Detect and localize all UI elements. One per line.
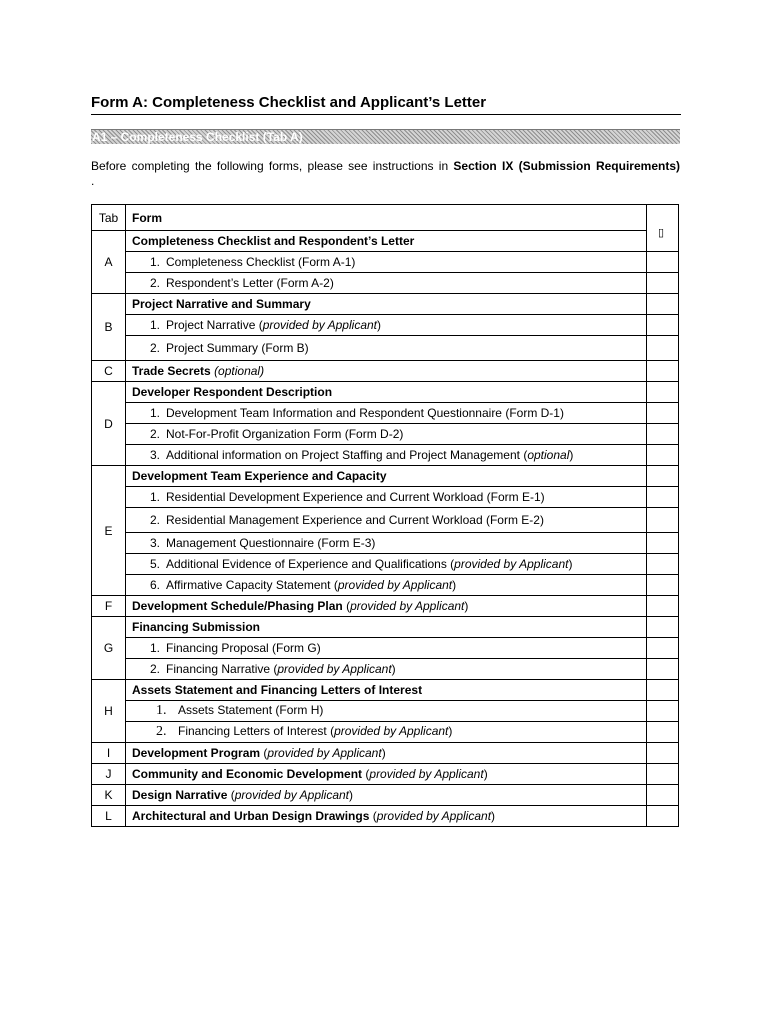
table-row <box>92 596 679 617</box>
tab-letter: C <box>92 361 126 382</box>
table-row <box>92 424 679 445</box>
check-cell[interactable] <box>647 273 679 294</box>
check-cell[interactable] <box>647 533 679 554</box>
check-cell[interactable] <box>647 743 679 764</box>
tab-letter: G <box>92 617 126 680</box>
category-label: Financing Submission <box>126 617 647 638</box>
table-row <box>92 638 679 659</box>
tab-letter: L <box>92 806 126 827</box>
page-title: Form A: Completeness Checklist and Applicant’s Letter <box>91 94 681 115</box>
check-cell[interactable] <box>647 315 679 336</box>
table-row <box>92 617 679 638</box>
category-label: Trade Secrets (optional) <box>126 361 647 382</box>
table-row <box>92 466 679 487</box>
form-item: 1. Residential Development Experience and Current Workload (Form E-1) <box>126 487 647 508</box>
form-item: 2. Financing Narrative (provided by Applicant) <box>126 659 647 680</box>
category-label: Community and Economic Development (provided by Applicant) <box>126 764 647 785</box>
form-item: 2. Not-For-Profit Organization Form (Form D-2) <box>126 424 647 445</box>
check-cell[interactable] <box>647 554 679 575</box>
table-row <box>92 785 679 806</box>
check-cell[interactable] <box>647 722 679 743</box>
table-row <box>92 252 679 273</box>
intro-line-1 <box>91 159 680 174</box>
tab-letter: H <box>92 680 126 743</box>
category-label: Development Schedule/Phasing Plan (provided by Applicant) <box>126 596 647 617</box>
form-item: 2. Financing Letters of Interest (provided by Applicant) <box>126 722 647 743</box>
tab-letter: F <box>92 596 126 617</box>
col-form-header: Form <box>126 205 647 231</box>
table-row <box>92 722 679 743</box>
form-item: 1. Development Team Information and Respondent Questionnaire (Form D-1) <box>126 403 647 424</box>
tab-letter: E <box>92 466 126 596</box>
check-header <box>647 205 679 252</box>
category-label: Development Program (provided by Applicant) <box>126 743 647 764</box>
form-item: 1. Assets Statement (Form H) <box>126 701 647 722</box>
check-cell[interactable] <box>647 487 679 508</box>
table-row <box>92 764 679 785</box>
tab-letter: D <box>92 382 126 466</box>
form-item: 2. Project Summary (Form B) <box>126 336 647 361</box>
check-cell[interactable] <box>647 680 679 701</box>
table-row <box>92 487 679 508</box>
form-item: 1. Completeness Checklist (Form A-1) <box>126 252 647 273</box>
table-row <box>92 361 679 382</box>
check-cell[interactable] <box>647 659 679 680</box>
table-row <box>92 743 679 764</box>
table-row <box>92 382 679 403</box>
checkbox-icon: ▯ <box>657 226 664 239</box>
table-row <box>92 315 679 336</box>
intro-bold: Section IX (Submission Requirements) <box>453 159 680 173</box>
table-row <box>92 231 679 252</box>
checklist-table <box>91 204 679 827</box>
table-row <box>92 445 679 466</box>
intro-before: Before completing the following forms, please see instructions in <box>91 159 449 173</box>
category-label: Assets Statement and Financing Letters of Interest <box>126 680 647 701</box>
category-label: Development Team Experience and Capacity <box>126 466 647 487</box>
category-label: Developer Respondent Description <box>126 382 647 403</box>
table-row <box>92 659 679 680</box>
form-item: 2. Residential Management Experience and Current Workload (Form E-2) <box>126 508 647 533</box>
tab-letter: I <box>92 743 126 764</box>
check-cell[interactable] <box>647 466 679 487</box>
category-label: Architectural and Urban Design Drawings (provided by Applicant) <box>126 806 647 827</box>
check-cell[interactable] <box>647 638 679 659</box>
check-cell[interactable] <box>647 403 679 424</box>
form-item: 5. Additional Evidence of Experience and Qualifications (provided by Applicant) <box>126 554 647 575</box>
check-cell[interactable] <box>647 806 679 827</box>
check-cell[interactable] <box>647 701 679 722</box>
check-cell[interactable] <box>647 575 679 596</box>
form-item: 1. Financing Proposal (Form G) <box>126 638 647 659</box>
check-cell[interactable] <box>647 294 679 315</box>
check-cell[interactable] <box>647 785 679 806</box>
form-item: 2. Respondent’s Letter (Form A-2) <box>126 273 647 294</box>
check-cell[interactable] <box>647 617 679 638</box>
col-tab-header: Tab <box>92 205 126 231</box>
table-row <box>92 294 679 315</box>
table-row <box>92 680 679 701</box>
tab-letter: B <box>92 294 126 361</box>
tab-letter: J <box>92 764 126 785</box>
intro-text <box>91 159 680 189</box>
table-row <box>92 403 679 424</box>
section-heading: A1 – Completeness Checklist (Tab A) <box>91 129 680 144</box>
form-item: 6. Affirmative Capacity Statement (provided by Applicant) <box>126 575 647 596</box>
form-item: 1. Project Narrative (provided by Applicant) <box>126 315 647 336</box>
check-cell[interactable] <box>647 445 679 466</box>
table-row <box>92 575 679 596</box>
category-label: Project Narrative and Summary <box>126 294 647 315</box>
tab-letter: K <box>92 785 126 806</box>
category-label: Design Narrative (provided by Applicant) <box>126 785 647 806</box>
header-row <box>92 205 679 231</box>
category-label: Completeness Checklist and Respondent’s Letter <box>126 231 647 252</box>
table-row <box>92 508 679 533</box>
check-cell[interactable] <box>647 336 679 361</box>
intro-after: . <box>91 174 95 188</box>
check-cell[interactable] <box>647 508 679 533</box>
check-cell[interactable] <box>647 252 679 273</box>
form-item: 3. Management Questionnaire (Form E-3) <box>126 533 647 554</box>
table-row <box>92 336 679 361</box>
check-cell[interactable] <box>647 424 679 445</box>
table-row <box>92 554 679 575</box>
check-cell[interactable] <box>647 361 679 382</box>
table-row <box>92 701 679 722</box>
table-row <box>92 273 679 294</box>
tab-letter: A <box>92 231 126 294</box>
table-row <box>92 533 679 554</box>
form-item: 3. Additional information on Project Staffing and Project Management (optional) <box>126 445 647 466</box>
check-cell[interactable] <box>647 764 679 785</box>
table-row <box>92 806 679 827</box>
check-cell[interactable] <box>647 596 679 617</box>
check-cell[interactable] <box>647 382 679 403</box>
